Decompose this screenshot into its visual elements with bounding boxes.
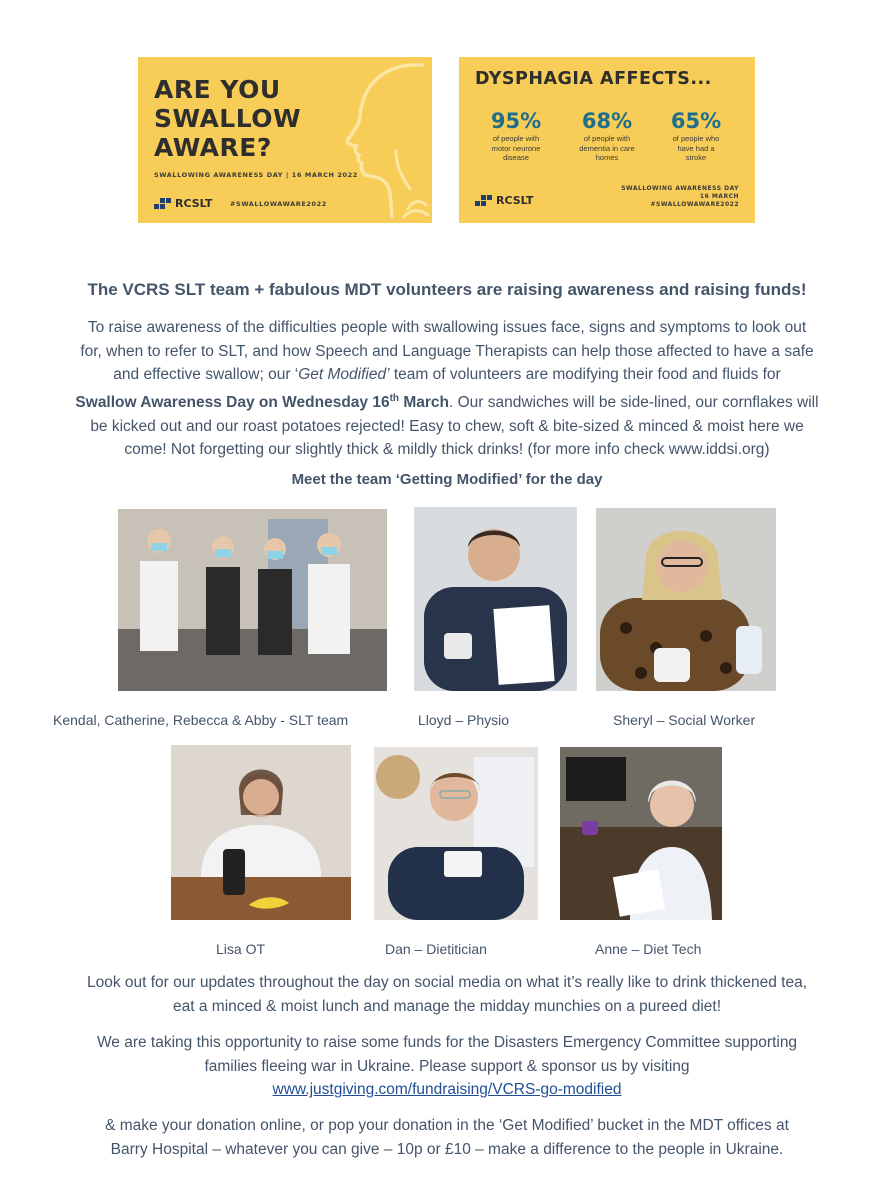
justgiving-link[interactable]: www.justgiving.com/fundraising/VCRS-go-modified: [272, 1081, 622, 1099]
rcslt-logo-icon: [154, 198, 171, 209]
lloyd-photo-illustration: [414, 507, 577, 691]
stat-desc-line: of people with: [492, 134, 540, 143]
text-run: and effective swallow; our ‘: [113, 366, 299, 384]
stat-desc: [655, 134, 737, 163]
fundraising-paragraph: [40, 1031, 854, 1102]
intro-line: [40, 387, 854, 415]
updates-line: eat a minced & moist lunch and manage the midday munchies on a pureed diet!: [173, 997, 721, 1015]
logo-text: RCSLT: [496, 194, 534, 207]
fundraising-line: families fleeing war in Ukraine. Please support & sponsor us by visiting: [204, 1057, 690, 1075]
banner-footer: [621, 185, 739, 209]
stat-desc-line: homes: [595, 153, 619, 162]
banner-headline: [154, 75, 301, 162]
page-heading: The VCRS SLT team + fabulous MDT volunteers are raising awareness and raising funds!: [87, 280, 807, 299]
anne-photo: [560, 747, 722, 920]
updates-paragraph: [40, 971, 854, 1018]
stat-desc-line: disease: [503, 153, 529, 162]
event-line: SWALLOWING AWARENESS DAY | 16 MARCH 2022: [154, 171, 358, 179]
anne-photo-illustration: [560, 747, 722, 920]
date-suffix: th: [389, 392, 400, 404]
headline-line: ARE YOU: [154, 75, 281, 104]
banner-headline: DYSPHAGIA AFFECTS...: [475, 69, 712, 89]
team-caption: Kendal, Catherine, Rebecca & Abby - SLT team: [53, 712, 349, 728]
rcslt-logo-icon: [475, 195, 492, 206]
intro-line: [40, 363, 854, 387]
event-month-bold: March: [399, 393, 449, 411]
stat-stroke: [655, 109, 737, 163]
updates-line: Look out for our updates throughout the day on social media on what it’s really like to drink thickened tea,: [86, 974, 808, 991]
lisa-photo-illustration: [171, 745, 351, 920]
donation-line: Barry Hospital – whatever you can give – 10p or £10 – make a difference to the people in Ukraine.: [110, 1140, 784, 1158]
stat-value: 68%: [581, 109, 633, 133]
meet-team-heading: Meet the team ‘Getting Modified’ for the day: [291, 471, 603, 488]
get-modified-emphasis: Get Modified’: [298, 366, 390, 384]
headline-line: AWARE?: [154, 133, 272, 162]
rcslt-logo: [154, 197, 212, 210]
head-silhouette-icon: [334, 59, 432, 221]
stat-desc-line: dementia in care: [579, 143, 635, 153]
lloyd-photo: [414, 507, 577, 691]
stat-desc-line: motor neurone: [491, 143, 541, 153]
intro-line: come! Not forgetting our slightly thick & mildly thick drinks! (for more info check www.iddsi.org): [124, 441, 770, 459]
headline-line: SWALLOW: [154, 104, 302, 133]
footer-line: 16 MARCH: [699, 193, 739, 200]
stat-desc-line: stroke: [685, 153, 707, 162]
footer-line: SWALLOWING AWARENESS DAY: [621, 185, 739, 192]
stat-value: 65%: [670, 109, 722, 133]
fundraising-link-line: [40, 1078, 854, 1102]
intro-paragraph: [40, 316, 854, 462]
footer-line: #SWALLOWAWARE2022: [650, 201, 739, 208]
team-caption: Lisa OT: [216, 941, 266, 957]
stat-desc: [475, 134, 557, 163]
team-caption: Lloyd – Physio: [418, 712, 510, 728]
sheryl-photo-illustration: [596, 508, 776, 691]
lisa-photo: [171, 745, 351, 920]
text-run: . Our sandwiches will be side-lined, our cornflakes will: [449, 393, 819, 411]
dan-photo-illustration: [374, 747, 538, 920]
event-date-bold: Swallow Awareness Day on Wednesday 16: [75, 393, 390, 411]
stat-desc: [566, 134, 648, 163]
intro-line: be kicked out and our roast potatoes rejected! Easy to chew, soft & bite-sized & minced & moist here we: [90, 417, 804, 435]
sheryl-photo: [596, 508, 776, 691]
stat-desc-line: of people with: [583, 134, 631, 143]
slt-team-photo: [118, 509, 387, 691]
text-run: team of volunteers are modifying their food and fluids for: [389, 366, 781, 384]
swallow-aware-banner: [138, 57, 432, 223]
rcslt-logo: [475, 194, 533, 207]
intro-line: for, when to refer to SLT, and how Speech and Language Therapists can help those affected to have a safe: [80, 342, 814, 360]
slt-team-photo-illustration: [118, 509, 387, 691]
team-caption: Sheryl – Social Worker: [613, 712, 756, 728]
dan-photo: [374, 747, 538, 920]
intro-line: To raise awareness of the difficulties people with swallowing issues face, signs and symptoms to look out: [87, 319, 807, 336]
stat-mnd: [475, 109, 557, 163]
hashtag: #SWALLOWAWARE2022: [230, 200, 327, 208]
dysphagia-stats-banner: [459, 57, 755, 223]
donation-paragraph: [40, 1114, 854, 1161]
stat-value: 95%: [490, 109, 542, 133]
team-caption: Anne – Diet Tech: [595, 941, 702, 957]
stat-dementia: [566, 109, 648, 163]
donation-line: & make your donation online, or pop your donation in the ‘Get Modified’ bucket in the MDT offices at: [105, 1117, 789, 1134]
logo-text: RCSLT: [175, 197, 213, 210]
stat-desc-line: have had a: [677, 143, 715, 153]
fundraising-line: We are taking this opportunity to raise some funds for the Disasters Emergency Committee supporting: [96, 1034, 798, 1051]
stat-desc-line: of people who: [672, 134, 720, 143]
team-caption: Dan – Dietitician: [385, 941, 487, 957]
